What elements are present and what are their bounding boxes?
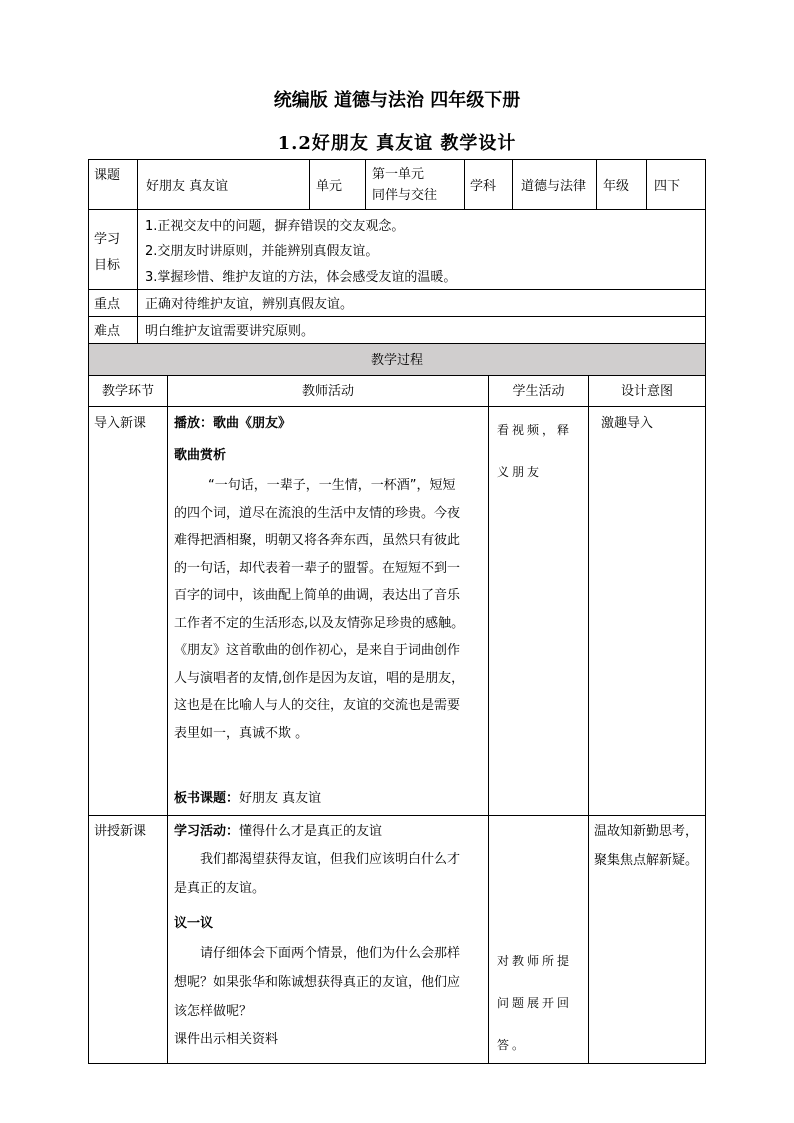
document-subtitle: 1.2好朋友 真友谊 教学设计 xyxy=(277,133,517,154)
unit-label: 单元 xyxy=(316,179,343,194)
paragraph-line: 难得把酒相聚，明朝又将各奔东西，虽然只有彼此 xyxy=(174,533,461,548)
design-intent-line: 温故知新勤思考， xyxy=(594,824,699,839)
subject-value: 道德与法律 xyxy=(521,179,587,194)
topic-value: 好朋友 真友谊 xyxy=(146,179,229,194)
paragraph-line: 这也是在比喻人与人的交往，友谊的交流也是需要 xyxy=(174,698,461,713)
paragraph-line: 《朋友》这首歌曲的创作初心，是来自于词曲创作 xyxy=(174,643,461,658)
process-title: 教学过程 xyxy=(370,353,423,368)
column-header-teacher: 教师活动 xyxy=(301,384,354,399)
design-intent: 激趣导入 xyxy=(601,416,654,431)
paragraph-line: 工作者不定的生活形态,以及友情弥足珍贵的感触。 xyxy=(174,615,465,631)
student-activity-line: 答。 xyxy=(497,1038,528,1052)
column-header-intent: 设计意图 xyxy=(620,384,673,399)
student-activity-line: 对教师所提 xyxy=(497,954,573,968)
grade-value: 四下 xyxy=(654,179,681,194)
student-activity-line: 看视频，释 xyxy=(497,423,573,437)
discuss-paragraph xyxy=(174,940,486,1055)
paragraph-line: 请仔细体会下面两个情景，他们为什么会那样 xyxy=(200,946,461,961)
paragraph-line: 的一句话，却代表着一辈子的盟誓。在短短不到一 xyxy=(174,560,461,576)
goals-label-line2: 目标 xyxy=(94,258,121,273)
paragraph-line: 想呢？如果张华和陈诚想获得真正的友谊，他们应 xyxy=(174,974,461,990)
unit-value-line2: 同伴与交往 xyxy=(372,188,438,203)
goals-label-line1: 学习 xyxy=(94,232,121,247)
activity-label: 学习活动： xyxy=(174,824,240,839)
difficulty-label: 难点 xyxy=(94,324,121,339)
student-activity-line: 问题展开回 xyxy=(497,996,573,1010)
analysis-paragraph xyxy=(174,472,486,747)
goal-item: 3.掌握珍惜、维护友谊的方法，体会感受友谊的温暖。 xyxy=(145,270,457,285)
goal-item: 2.交朋友时讲原则，并能辨别真假友谊。 xyxy=(145,244,379,259)
board-value: 好朋友 真友谊 xyxy=(239,791,322,806)
board-line xyxy=(174,790,321,807)
intro-paragraph xyxy=(174,846,486,904)
paragraph-line: 百字的词中，该曲配上简单的曲调，表达出了音乐 xyxy=(174,588,461,603)
key-point-label: 重点 xyxy=(94,297,121,312)
stage-name: 讲授新课 xyxy=(94,824,147,839)
key-point-value: 正确对待维护友谊，辨别真假友谊。 xyxy=(145,297,354,312)
student-activity-line: 义朋友 xyxy=(497,465,543,479)
play-value: 歌曲《朋友》 xyxy=(213,416,292,431)
paragraph-line: 该怎样做呢？ xyxy=(174,1003,253,1019)
document-title: 统编版 道德与法治 四年级下册 xyxy=(273,90,521,111)
analysis-heading: 歌曲赏析 xyxy=(174,448,227,463)
activity-value: 懂得什么才是真正的友谊 xyxy=(239,824,383,839)
stage-name: 导入新课 xyxy=(94,416,147,431)
paragraph-line: “一句话，一辈子，一生情，一杯酒”，短短 xyxy=(208,478,456,493)
design-intent-line: 聚集焦点解新疑。 xyxy=(594,853,699,868)
unit-value-line1: 第一单元 xyxy=(372,167,425,182)
paragraph-line: 课件出示相关资料 xyxy=(174,1032,279,1048)
column-header-stage: 教学环节 xyxy=(101,384,154,399)
topic-label: 课题 xyxy=(94,168,121,183)
play-line xyxy=(174,415,291,432)
discuss-heading: 议一议 xyxy=(174,916,214,931)
paragraph-line: 我们都渴望获得友谊，但我们应该明白什么才 xyxy=(200,852,461,867)
play-label: 播放： xyxy=(174,416,214,431)
activity-line xyxy=(174,823,382,840)
difficulty-value: 明白维护友谊需要讲究原则。 xyxy=(145,324,315,339)
goal-item: 1.正视交友中的问题，摒弃错误的交友观念。 xyxy=(145,219,405,234)
column-header-student: 学生活动 xyxy=(512,384,565,399)
subject-label: 学科 xyxy=(470,179,497,194)
grade-label: 年级 xyxy=(603,179,630,194)
board-label: 板书课题： xyxy=(174,791,240,806)
paragraph-line: 的四个词，道尽在流浪的生活中友情的珍贵。今夜 xyxy=(174,505,461,521)
paragraph-line: 是真正的友谊。 xyxy=(174,880,266,896)
paragraph-line: 人与演唱者的友情,创作是因为友谊，唱的是朋友， xyxy=(174,670,465,686)
paragraph-line: 表里如一，真诚不欺 。 xyxy=(174,725,309,741)
